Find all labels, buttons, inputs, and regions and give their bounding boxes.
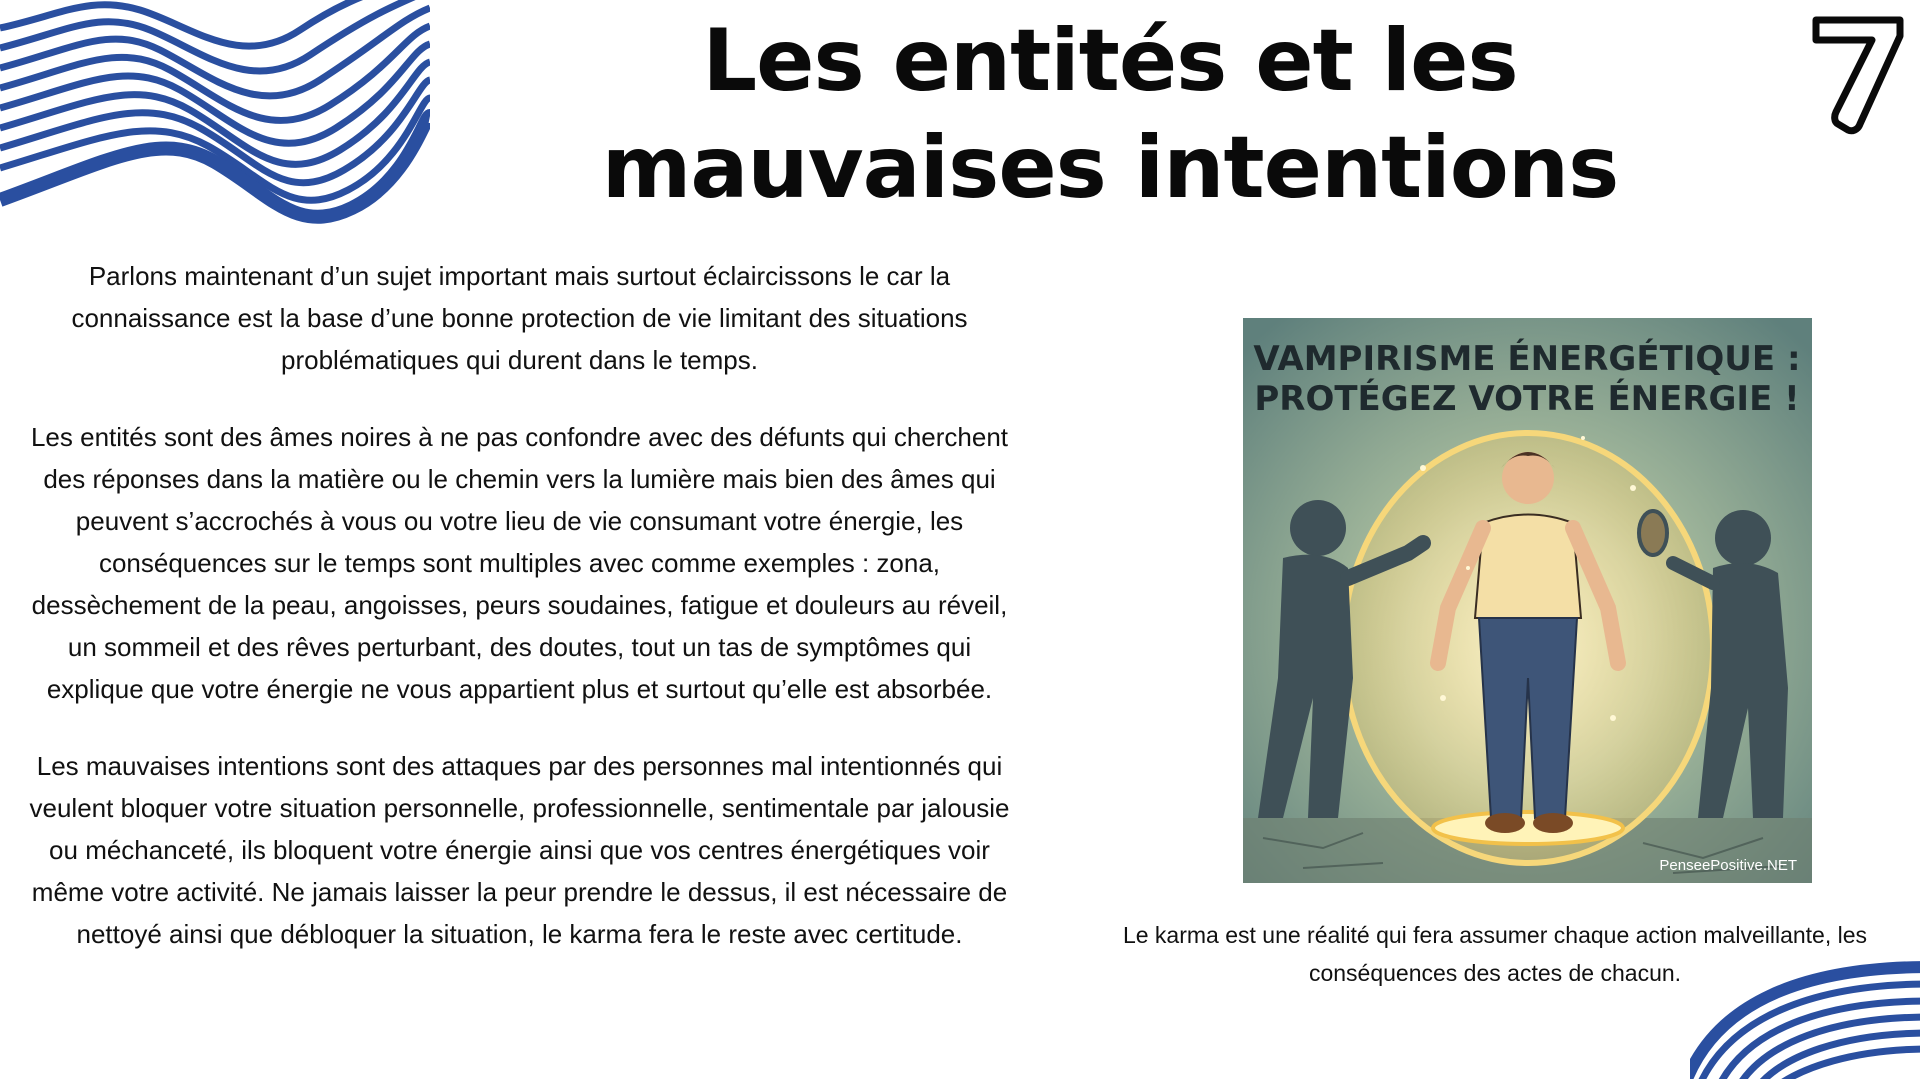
paragraph-intro: Parlons maintenant d’un sujet important mais surtout éclaircissons le car la connaissance est la base d’une bonne protection de vie limitant des situations problématiques qui durent dans le temps. <box>71 261 968 375</box>
body-text <box>22 255 1017 990</box>
poster-title-line-1: VAMPIRISME ÉNERGÉTIQUE : <box>1253 339 1801 379</box>
watermark: PenseePositive.NET <box>1659 857 1797 874</box>
image-caption: Le karma est une réalité qui fera assumer chaque action malveillante, les conséquences des actes de chacun. <box>1122 922 1868 986</box>
poster-title-line-2: PROTÉGEZ VOTRE ÉNERGIE ! <box>1254 379 1800 419</box>
page-title: Les entités et les mauvaises intentions <box>601 11 1619 218</box>
paragraph-bad-intentions: Les mauvaises intentions sont des attaques par des personnes mal intentionnés qui veulent bloquer votre situation personnelle, professionnelle, sentimentale par jalousie ou méchanceté, ils bloquent votre énergie ainsi que vos centres énergétiques voir même votre activité. Ne jamais laisser la peur prendre le dessus, il est nécessaire de nettoyé ainsi que débloquer la situation, le karma fera le reste avec certitude. <box>29 751 1010 949</box>
decorative-wave-top-left <box>0 0 430 230</box>
page-number-seven <box>1808 6 1908 136</box>
illustration-energy-vampirism <box>1243 318 1812 883</box>
decorative-wave-bottom-right <box>1690 959 1920 1079</box>
paragraph-entities: Les entités sont des âmes noires à ne pas confondre avec des défunts qui cherchent des réponses dans la matière ou le chemin vers la lumière mais bien des âmes qui peuvent s’accrochés à vous ou votre lieu de vie consumant votre énergie, les conséquences sur le temps sont multiples avec comme exemples : zona, dessèchement de la peau, angoisses, peurs soudaines, fatigue et douleurs au réveil, un sommeil et des rêves perturbant, des doutes, tout un tas de symptômes qui explique que votre énergie ne vous appartient plus et surtout qu’elle est absorbée. <box>30 422 1009 704</box>
